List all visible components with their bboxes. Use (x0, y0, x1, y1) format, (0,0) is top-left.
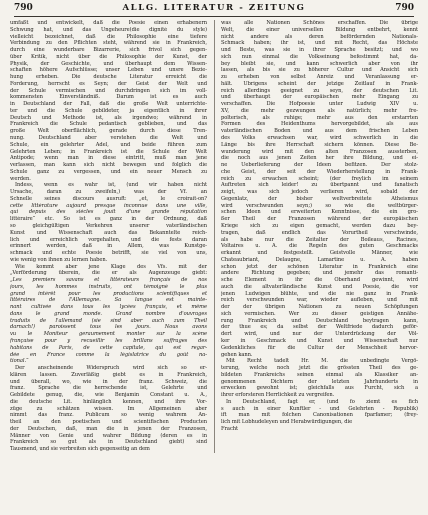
text-line: jenen Ludwigen blühte, und die nie ganz in Frank- (221, 290, 418, 297)
text-line: In Deutschland, fagt er, (und fo ziemt es fich (226, 398, 418, 405)
text-line: franz. Sprache die herrschende ist, Gelehrte und (10, 385, 207, 392)
text-line: ker in Geschmack und Kunst und Wissenschaft nur (221, 337, 418, 344)
text-line: Der anscheinende Widerspruch wird sich so er- (15, 365, 207, 372)
text-line: der Deutschen, daß, man die in jenen der Franzosen, (10, 425, 207, 432)
text-line: wie wenig von ihnen zu lernen haben. (10, 256, 108, 263)
text-line: ift man mit folchen Canonisationen fparfamer; (frey- (221, 412, 418, 419)
text-line: sich nun einmal die Volkseinung befestimmt hat, da- (221, 53, 418, 60)
text-line: Kriege sich zu eigen gemacht, werden dazu bey- (221, 222, 418, 229)
text-line: verlassen, man kann sich nicht bewegen und folglich die (10, 162, 207, 169)
text-line: reich zu erwachen scheint; (der freylich im seinem (221, 175, 418, 182)
text-line: und überhaupt der europäischen mehr Eingang zu (221, 94, 418, 101)
text-line: kommensten Einverständniß. Darum ist es auch (10, 94, 207, 101)
text-line: was alle Nationen Schönes erschaffen. Die übrige (221, 20, 418, 26)
text-line: die deutsche Lit. hinlänglich kennen, und ihre Vor- (10, 398, 207, 405)
text-line: nung. Deutschland aber verstehen die Welt und (10, 135, 207, 142)
text-line: Antipode; wenn man in diese eintritt, muß man jene (10, 155, 207, 162)
text-line: Gelehrten Leben; in Frankreich ist die Schule der Welt (10, 148, 207, 155)
text-line: schon jetzt der schönen Literatur in Frankreich eine (221, 263, 418, 270)
text-line: littéraires de l'Allemagne. Sa langue est mainte- (10, 297, 207, 304)
text-line: große Welt oberflächlich, gerade durch diese Tren- (10, 128, 207, 135)
text-line: des Volks erwachsen war, wird schwerlich in die (221, 135, 418, 142)
text-line: in Deutschland der Fall, daß die große Welt unterrichte- (10, 101, 207, 108)
text-line: littéraire“ etc. So ist es ganz in der Ordnung, daß (10, 216, 207, 223)
text-line: grand intérêt pour les productions scientifiques et (10, 290, 207, 297)
text-line: zeigt, was sich jedoch verlieren wird, sobald der (221, 189, 418, 196)
text-line: züge zu schätzen wissen. Im Allgemeinen aber (10, 405, 207, 412)
text-line: „Verförderung überein, die er als Augenzeuge giebt: (10, 270, 207, 277)
text-line: schmack und echte Poesie betrifft, sie viel von uns, (10, 250, 207, 257)
text-columns (10, 20, 418, 453)
text-line: dans le grand monde. Grand nombre d'ouvrages (10, 310, 207, 317)
text-line: lich mit Lobhudeleyen und Herabwürdigungen, die (221, 419, 353, 426)
text-line: andere Richtung gegeben; und jemehr das romanti- (221, 270, 418, 277)
text-line: Schule, ein gelehrter Adel, und beide führen zum (10, 141, 207, 148)
right-column (214, 20, 418, 453)
text-line: nimmt das franz. Publicum so wenig wahrem An- (10, 412, 207, 419)
text-line: Gedenkliches für die Cultur der Menschheit hervor- (221, 344, 418, 351)
text-line: vielleicht bezeichnet, daß die Philosophie eine tiefere (10, 33, 207, 40)
text-line: Kunst und Wissenschaft auch das Bekanntelte reich- (10, 229, 207, 236)
page-header (14, 3, 414, 17)
text-line: der thue es; da selbst der Weltfriede dadurch geför- (221, 324, 418, 331)
text-line: reich allerdings geeignet zu seyn, der deutschen Lit. (221, 87, 418, 94)
text-line: wird verschwunden seyn;) so wie die weltbürger- (221, 202, 418, 209)
left-column (10, 20, 207, 453)
text-line: Gegenlatz, der bisher weltverbreitete Atheismus (221, 195, 418, 202)
text-line: Tausmend, und sie verbreiten sich gegenseitig an dem (10, 446, 150, 453)
text-line: Deutsch und Methode ist, als irgendwo; während in (10, 114, 207, 121)
text-line: Physik, der Geschichte, und überhaupt dem Wissen- (10, 60, 207, 67)
text-line: terung, welche noch jetzt die grössten Theil des ge- (221, 365, 418, 372)
text-line: Fracht (221, 425, 239, 432)
text-line: sche Element in ihr die Oberhand gewinnt, wird (221, 277, 418, 284)
text-line: Auftreten sich leider! zu übertpannt und fanatisch (221, 182, 418, 189)
text-line: Chateaubriant, Delaugne, Lamartine u. A. haben (221, 256, 418, 263)
text-line: lich und erreichlich vorgehalten, und die fests daran (10, 236, 207, 243)
text-line: und Beste, was sie in ihrer Sprache besitzt; und wo (221, 47, 418, 54)
text-line: reich verschwunden war, wieder aufleben, und mit (221, 297, 418, 304)
text-line: gehen kann. (221, 351, 253, 358)
text-line: bildeten Frankreichs seinen einmal als Klassiker an- (221, 371, 418, 378)
text-line: wunderung wird mit den alten Franzosen aussterben, (221, 148, 418, 155)
text-line: Frankreich so gut als in Deutschland giebt) sind (10, 439, 207, 446)
text-line: schaften höhere Aufschlüsse; unser Leben und unsre Bezie- (10, 67, 207, 74)
text-line: lassen, als bis sie zu höherer Cultur und Ansicht sich (221, 67, 418, 74)
page-number-right: 790 (395, 3, 414, 13)
text-line: die noch aus jenen Zeiten her ihre Bildung, und ei- (221, 155, 418, 162)
text-line: XV, die mehr gezwungen als natürlich; mehr fre- (221, 107, 418, 114)
text-line: sich vermischen. Wer zu dieser geistigen Annähe- (221, 310, 418, 317)
text-line: der Schule vermischen und durchdringen sich im voll- (10, 87, 207, 94)
text-line: jours, les hommes instruits, ont témoigné le plus (10, 283, 207, 290)
text-line: Indess, wenn es wahr ist, (und wir haben nicht (15, 182, 207, 189)
text-line: Wie kommt aber jene Klage des Vfs. mit der (15, 263, 207, 270)
text-line: traduits de l'allemand (sie sind aber auch zum Theil (10, 317, 207, 324)
text-line: Ursache, daran zu zweifeln,) was der Vf. an (10, 189, 207, 196)
text-line: erinnert werden, daß in Allem, was Kunstge- (10, 243, 207, 250)
text-line: dée en France comme la législatrice du goût na- (10, 351, 207, 358)
text-line: vu le Moniteur geraumement monter sur la scène (10, 331, 207, 338)
text-line: erkannt und festgestellt. Geistvolle Männer, wie (221, 250, 418, 257)
text-line: über Kritik, nicht über die Philosophie der Kunst, der (10, 53, 207, 60)
text-line: genommenen Dichtern der letzten Jahrhunderts in (221, 378, 418, 385)
text-line: dert wird, und nur der Unterdrückung der Völ- (221, 331, 418, 338)
text-line: s auch in einer Kunftler - und Gelehrten - Republik) (221, 405, 418, 412)
text-line: so gleichgültigen Verkehren unserer vaterländischen (10, 222, 207, 229)
text-line: Forderung, herrscht es Seyn; der Geist der Welt und (10, 80, 207, 87)
text-line: hält. Übrigens scheint der jetzige Zeitlauf in Frank- (221, 80, 418, 87)
text-line: Welt, die einer universellen Bildung entbehrt, kennt (221, 26, 418, 33)
text-line: Verbindung zu den Pflichten steht, während sie in Frankreich, (10, 40, 207, 47)
text-line: theil an den poetischen und scientifischen Producten (10, 419, 207, 426)
text-line: tragen, daß endlich das Vorurtheil verschwinde, (221, 229, 418, 236)
text-line: vaterländischen Boden und aus dem frischen Leben (221, 128, 418, 135)
text-line: hung erheben. Die deutsche Literatur erreicht die (10, 74, 207, 81)
text-line: durch eine wunderbare Bizarrerie, sich frivol sich gegen- (10, 47, 207, 54)
text-line: der der übrigen Nationen zu neuen Schöpfungen (221, 304, 418, 311)
text-line: zu erheben von selbst Anreiz und Veranlassung er- (221, 74, 418, 81)
text-line: Gebildete genug, die, wie Benjamin Constant u. A., (10, 392, 207, 399)
text-line: Männer von Genie und wahrer Bildung (deren es in (10, 432, 207, 439)
text-line: ne Ueberlieferung der Ideen befitzen. Der stolz- (221, 162, 418, 169)
text-line: umfaßt und entwickelt, daß die Poesie einen erhabenern (10, 20, 207, 26)
text-line: Voltaires u. A. die Regeln des guten Geschmacks (221, 243, 418, 250)
text-line: Länge bis ihre Herrschaft sichern können. Diese Be- (221, 141, 418, 148)
text-line: Schnelle seines discours ausruft: „et, le croirait-on? (10, 195, 207, 202)
text-line: ßer Theil der Franzosen während der europäischen (221, 216, 418, 223)
text-line: auch die altvaterländische Kunst und Poesie, die vor (221, 283, 418, 290)
page-number-left: 790 (14, 3, 33, 13)
text-line: française pour y recueillir les brillans suffrages des (10, 337, 207, 344)
text-line: bey bleibt sie, und kann schwerlich aber von ihr (221, 60, 418, 67)
text-line: rung Frankreich und Deutschland beytragen kann, (221, 317, 418, 324)
text-line: Schule ganz zu vergessen, und ein neuer Mensch zu (10, 168, 207, 175)
text-line: nant cultivée dans tous les lycées français, et même (10, 304, 207, 311)
text-line: schen Ideen und erweiterten Kenntnisse, die ein gro- (221, 209, 418, 216)
text-line: ihrer erforsteren Herrlichkeit zu vergreifen. (221, 392, 335, 399)
text-line: erwecken gewohnt ist; gleichfalls aus Furcht, sich a (221, 385, 418, 392)
text-line: klären lassen. Zuverläßig giebt es in Frankreich, (10, 371, 207, 378)
text-line: darnach!) paroissent tous les jours. Nous avons (10, 324, 207, 331)
text-line: Frankreich die Schule pedantisch geblieben, und das (10, 121, 207, 128)
text-line: habitans de Paris, de cette capitale, qui est regar- (10, 344, 207, 351)
text-line: als habe nur die Zeitalter der Boileaus, Racines, (221, 236, 418, 243)
text-line: Schwung hat, und das Ungeheure(die dignité du style) (10, 26, 207, 33)
text-line: cette littérature aujourd presque inconnue dans une ville, (10, 202, 207, 209)
journal-title: ALLG. LITERATUR - ZEITUNG (122, 3, 306, 13)
text-line: werden. (10, 175, 31, 182)
text-line: ter und die Schule gebildeter, ja eigentlich in ihrer (10, 107, 207, 114)
text-line: verschaffen. Die Hofpoesie unter Ludwig XIV u. (221, 101, 418, 108)
text-line: qui depuis des siècles jouit d'une grande réputation (10, 209, 207, 216)
text-line: che Geist, der seit der Wiederherstellung in Frank- (221, 168, 418, 175)
text-line: und überall, wo, wie in der franz. Schweiz, die (10, 378, 207, 385)
text-line: „Les premiers savans et littérateurs français de nos (10, 277, 207, 284)
text-line: nicht andere als deren befördernden Nationals- (221, 33, 418, 40)
text-line: Formen des Heidenthums hervorgebildet, als aus (221, 121, 418, 128)
text-line: Mit Recht tadelt Hr. M. die unbedingte Vergö- (226, 358, 418, 365)
text-line: polterisch, als ruhige; mehr aus den erstarrten (221, 114, 418, 121)
text-line: tional.“ (10, 358, 29, 365)
text-line: Schmack haben; ihr ist, und mit Recht, das Höchste (221, 40, 418, 47)
